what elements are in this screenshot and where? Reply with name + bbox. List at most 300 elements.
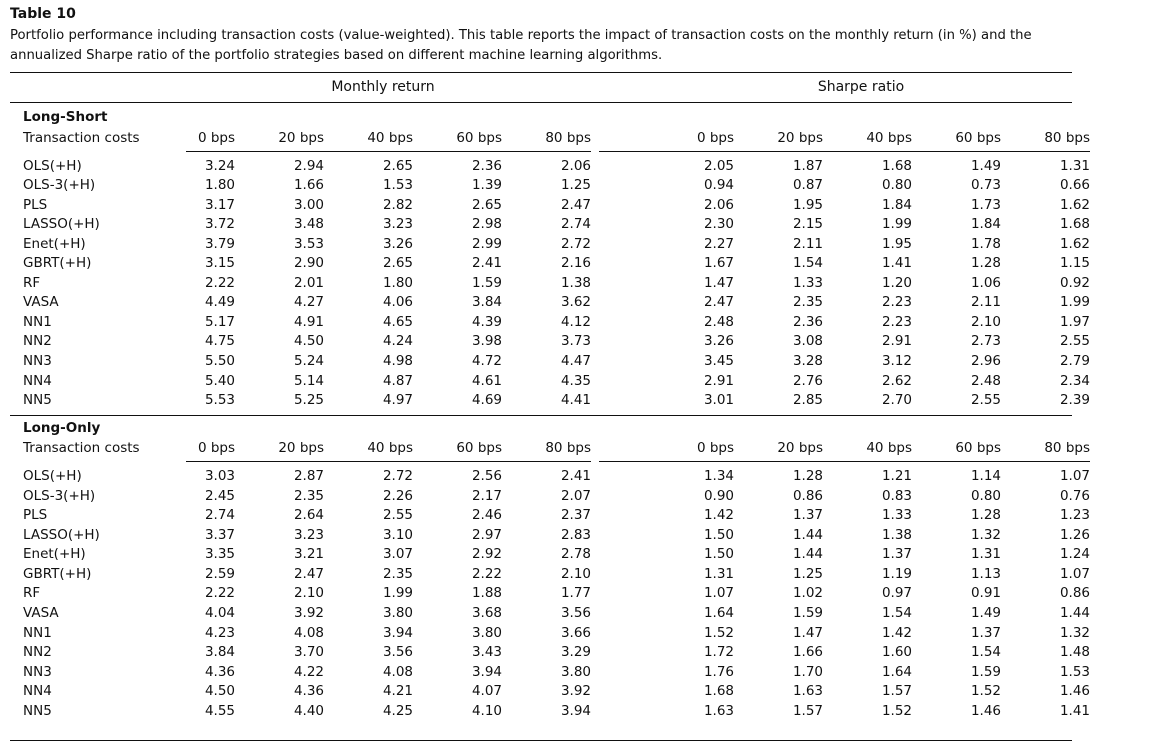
- table-caption: Portfolio performance including transaction costs (value-weighted). This table reports the impact of transaction costs on the monthly return (in %) and the annualized Sharpe ratio of the portfolio strategies based on different machine learning algorithms.: [10, 28, 1032, 63]
- sharpe-ratio-cell: 1.24: [1059, 546, 1090, 563]
- bottom-rule: [10, 740, 1072, 741]
- monthly-return-cell: 4.39: [471, 313, 502, 330]
- monthly-return-cell: 4.97: [382, 392, 413, 409]
- sharpe-ratio-cell: 2.05: [703, 157, 734, 174]
- sharpe-ratio-cell: 0.66: [1059, 177, 1090, 194]
- section-title: Long-Only: [23, 419, 101, 436]
- sharpe-ratio-cell: 1.02: [792, 585, 823, 602]
- sharpe-ratio-cell: 1.95: [881, 235, 912, 252]
- column-header-underline: [186, 461, 591, 462]
- monthly-return-cell: 2.78: [560, 546, 591, 563]
- table-row: [10, 663, 1172, 683]
- sharpe-ratio-cell: 1.06: [970, 274, 1001, 291]
- monthly-return-cell: 2.65: [382, 157, 413, 174]
- monthly-return-cell: 2.59: [204, 565, 235, 582]
- monthly-return-cell: 5.24: [293, 353, 324, 370]
- sharpe-ratio-cell: 1.07: [1059, 468, 1090, 485]
- monthly-return-cell: 2.22: [204, 274, 235, 291]
- table-row: [10, 506, 1172, 526]
- sharpe-ratio-cell: 2.11: [792, 235, 823, 252]
- monthly-return-cell: 2.56: [471, 468, 502, 485]
- sharpe-ratio-cell: 2.47: [703, 294, 734, 311]
- monthly-return-cell: 3.21: [293, 546, 324, 563]
- column-header-sharpe: 60 bps: [955, 440, 1001, 457]
- monthly-return-cell: 2.97: [471, 526, 502, 543]
- sharpe-ratio-cell: 2.15: [792, 216, 823, 233]
- table-row: [10, 196, 1172, 216]
- sharpe-ratio-cell: 1.33: [792, 274, 823, 291]
- sharpe-ratio-cell: 1.28: [970, 255, 1001, 272]
- table-row: [10, 624, 1172, 644]
- monthly-return-cell: 3.84: [204, 644, 235, 661]
- monthly-return-cell: 2.10: [293, 585, 324, 602]
- monthly-return-cell: 4.50: [293, 333, 324, 350]
- monthly-return-cell: 4.23: [204, 624, 235, 641]
- column-header-monthly: 40 bps: [367, 440, 413, 457]
- row-label: PLS: [23, 507, 48, 524]
- monthly-return-cell: 1.38: [560, 274, 591, 291]
- column-header-monthly: 0 bps: [197, 440, 235, 457]
- monthly-return-cell: 1.59: [471, 274, 502, 291]
- sharpe-ratio-cell: 1.42: [881, 624, 912, 641]
- table-row: [10, 643, 1172, 663]
- monthly-return-cell: 2.22: [204, 585, 235, 602]
- sharpe-ratio-cell: 1.48: [1059, 644, 1090, 661]
- table-row: [10, 702, 1172, 722]
- table-row: [10, 274, 1172, 294]
- monthly-return-cell: 2.65: [471, 196, 502, 213]
- monthly-return-cell: 3.23: [382, 216, 413, 233]
- monthly-return-cell: 3.56: [560, 605, 591, 622]
- section-divider-rule: [10, 415, 1072, 416]
- sharpe-ratio-cell: 1.31: [1059, 157, 1090, 174]
- sharpe-ratio-cell: 1.14: [970, 468, 1001, 485]
- monthly-return-cell: 2.41: [560, 468, 591, 485]
- monthly-return-cell: 2.98: [471, 216, 502, 233]
- monthly-return-cell: 2.41: [471, 255, 502, 272]
- row-label: GBRT(+H): [23, 255, 92, 272]
- sharpe-ratio-cell: 1.37: [970, 624, 1001, 641]
- sharpe-ratio-cell: 1.13: [970, 565, 1001, 582]
- monthly-return-cell: 1.25: [560, 177, 591, 194]
- monthly-return-cell: 2.74: [204, 507, 235, 524]
- sharpe-ratio-cell: 1.54: [881, 605, 912, 622]
- column-header-monthly: 40 bps: [367, 129, 413, 146]
- table-row: [10, 293, 1172, 313]
- column-header-row: [10, 438, 1172, 459]
- sharpe-ratio-cell: 1.52: [703, 624, 734, 641]
- monthly-return-cell: 4.35: [560, 372, 591, 389]
- monthly-return-cell: 4.27: [293, 294, 324, 311]
- monthly-return-cell: 2.07: [560, 487, 591, 504]
- sharpe-ratio-cell: 1.59: [792, 605, 823, 622]
- row-label: NN3: [23, 663, 52, 680]
- sharpe-ratio-cell: 3.26: [703, 333, 734, 350]
- column-header-underline: [186, 151, 591, 152]
- monthly-return-cell: 3.92: [293, 605, 324, 622]
- sharpe-ratio-cell: 1.62: [1059, 196, 1090, 213]
- sharpe-ratio-cell: 1.32: [970, 526, 1001, 543]
- monthly-return-cell: 4.40: [293, 702, 324, 719]
- monthly-return-cell: 4.91: [293, 313, 324, 330]
- sharpe-ratio-cell: 1.57: [881, 683, 912, 700]
- row-label: RF: [23, 585, 41, 602]
- monthly-return-cell: 3.07: [382, 546, 413, 563]
- monthly-return-cell: 1.88: [471, 585, 502, 602]
- monthly-return-cell: 4.07: [471, 683, 502, 700]
- row-label: Enet(+H): [23, 546, 86, 563]
- monthly-return-cell: 3.23: [293, 526, 324, 543]
- sharpe-ratio-cell: 1.31: [970, 546, 1001, 563]
- monthly-return-cell: 2.17: [471, 487, 502, 504]
- monthly-return-cell: 3.72: [204, 216, 235, 233]
- row-label: Enet(+H): [23, 235, 86, 252]
- sharpe-ratio-cell: 2.23: [881, 313, 912, 330]
- column-header-sharpe: 80 bps: [1044, 129, 1090, 146]
- monthly-return-cell: 2.22: [471, 565, 502, 582]
- row-label: OLS(+H): [23, 468, 82, 485]
- monthly-return-cell: 2.74: [560, 216, 591, 233]
- column-header-monthly: 60 bps: [456, 440, 502, 457]
- sharpe-ratio-cell: 1.47: [703, 274, 734, 291]
- sharpe-ratio-cell: 0.86: [792, 487, 823, 504]
- row-label: PLS: [23, 196, 48, 213]
- monthly-return-cell: 2.55: [382, 507, 413, 524]
- monthly-return-cell: 3.80: [382, 605, 413, 622]
- column-header-sharpe: 80 bps: [1044, 440, 1090, 457]
- sharpe-ratio-cell: 2.91: [881, 333, 912, 350]
- monthly-return-cell: 4.06: [382, 294, 413, 311]
- monthly-return-cell: 3.15: [204, 255, 235, 272]
- sharpe-ratio-cell: 1.23: [1059, 507, 1090, 524]
- table-row: [10, 565, 1172, 585]
- monthly-return-cell: 3.48: [293, 216, 324, 233]
- monthly-return-cell: 4.65: [382, 313, 413, 330]
- table-row: [10, 215, 1172, 235]
- sharpe-ratio-cell: 0.76: [1059, 487, 1090, 504]
- monthly-return-cell: 5.25: [293, 392, 324, 409]
- row-label: NN5: [23, 702, 52, 719]
- sharpe-ratio-cell: 2.35: [792, 294, 823, 311]
- sharpe-ratio-cell: 1.68: [881, 157, 912, 174]
- monthly-return-cell: 2.90: [293, 255, 324, 272]
- monthly-return-cell: 4.21: [382, 683, 413, 700]
- sharpe-ratio-cell: 1.37: [881, 546, 912, 563]
- sharpe-ratio-cell: 1.66: [792, 644, 823, 661]
- monthly-return-cell: 4.25: [382, 702, 413, 719]
- monthly-return-cell: 4.08: [382, 663, 413, 680]
- sharpe-ratio-cell: 1.07: [703, 585, 734, 602]
- sharpe-ratio-cell: 2.23: [881, 294, 912, 311]
- sharpe-ratio-cell: 1.26: [1059, 526, 1090, 543]
- monthly-return-cell: 3.94: [471, 663, 502, 680]
- sharpe-ratio-cell: 1.19: [881, 565, 912, 582]
- sharpe-ratio-cell: 2.76: [792, 372, 823, 389]
- group-header-monthly-return: Monthly return: [331, 79, 435, 95]
- row-label: NN2: [23, 644, 52, 661]
- column-header-underline: [599, 461, 1090, 462]
- section-title-row: [10, 108, 1172, 128]
- monthly-return-cell: 3.43: [471, 644, 502, 661]
- row-label: NN1: [23, 624, 52, 641]
- table-row: [10, 372, 1172, 392]
- column-header-monthly: 0 bps: [197, 129, 235, 146]
- sharpe-ratio-cell: 3.28: [792, 353, 823, 370]
- sharpe-ratio-cell: 1.60: [881, 644, 912, 661]
- sharpe-ratio-cell: 1.99: [881, 216, 912, 233]
- monthly-return-cell: 3.17: [204, 196, 235, 213]
- monthly-return-cell: 3.68: [471, 605, 502, 622]
- monthly-return-cell: 4.22: [293, 663, 324, 680]
- row-label: NN1: [23, 313, 52, 330]
- sharpe-ratio-cell: 3.12: [881, 353, 912, 370]
- transaction-costs-label: Transaction costs: [23, 129, 140, 146]
- row-label: OLS-3(+H): [23, 487, 96, 504]
- sharpe-ratio-cell: 1.20: [881, 274, 912, 291]
- table-row: [10, 332, 1172, 352]
- monthly-return-cell: 1.77: [560, 585, 591, 602]
- sharpe-ratio-cell: 1.41: [881, 255, 912, 272]
- sharpe-ratio-cell: 2.62: [881, 372, 912, 389]
- monthly-return-cell: 2.83: [560, 526, 591, 543]
- sharpe-ratio-cell: 1.47: [792, 624, 823, 641]
- column-header-sharpe: 20 bps: [777, 129, 823, 146]
- sharpe-ratio-cell: 1.97: [1059, 313, 1090, 330]
- column-header-sharpe: 0 bps: [696, 129, 734, 146]
- sharpe-ratio-cell: 0.97: [881, 585, 912, 602]
- sharpe-ratio-cell: 1.64: [881, 663, 912, 680]
- monthly-return-cell: 5.50: [204, 353, 235, 370]
- monthly-return-cell: 2.72: [560, 235, 591, 252]
- sharpe-ratio-cell: 1.44: [792, 546, 823, 563]
- sharpe-ratio-cell: 1.63: [792, 683, 823, 700]
- monthly-return-cell: 5.53: [204, 392, 235, 409]
- monthly-return-cell: 1.39: [471, 177, 502, 194]
- monthly-return-cell: 4.04: [204, 605, 235, 622]
- sharpe-ratio-cell: 1.37: [792, 507, 823, 524]
- sharpe-ratio-cell: 1.70: [792, 663, 823, 680]
- row-label: RF: [23, 274, 41, 291]
- sharpe-ratio-cell: 1.95: [792, 196, 823, 213]
- table-row: [10, 526, 1172, 546]
- monthly-return-cell: 2.35: [382, 565, 413, 582]
- sharpe-ratio-cell: 1.21: [881, 468, 912, 485]
- monthly-return-cell: 2.47: [560, 196, 591, 213]
- table-row: [10, 604, 1172, 624]
- table-row: [10, 391, 1172, 411]
- monthly-return-cell: 2.72: [382, 468, 413, 485]
- sharpe-ratio-cell: 1.63: [703, 702, 734, 719]
- column-header-sharpe: 40 bps: [866, 129, 912, 146]
- column-header-sharpe: 0 bps: [696, 440, 734, 457]
- monthly-return-cell: 3.92: [560, 683, 591, 700]
- monthly-return-cell: 2.16: [560, 255, 591, 272]
- group-header-rule: [10, 102, 1072, 103]
- monthly-return-cell: 3.10: [382, 526, 413, 543]
- monthly-return-cell: 2.01: [293, 274, 324, 291]
- sharpe-ratio-cell: 2.55: [1059, 333, 1090, 350]
- row-label: NN4: [23, 683, 52, 700]
- column-header-row: [10, 128, 1172, 149]
- section-title-row: [10, 419, 1172, 439]
- sharpe-ratio-cell: 0.90: [703, 487, 734, 504]
- sharpe-ratio-cell: 1.99: [1059, 294, 1090, 311]
- monthly-return-cell: 2.47: [293, 565, 324, 582]
- monthly-return-cell: 5.14: [293, 372, 324, 389]
- sharpe-ratio-cell: 0.87: [792, 177, 823, 194]
- monthly-return-cell: 3.80: [560, 663, 591, 680]
- row-label: NN5: [23, 392, 52, 409]
- monthly-return-cell: 2.65: [382, 255, 413, 272]
- sharpe-ratio-cell: 0.80: [970, 487, 1001, 504]
- monthly-return-cell: 4.49: [204, 294, 235, 311]
- monthly-return-cell: 2.37: [560, 507, 591, 524]
- monthly-return-cell: 2.10: [560, 565, 591, 582]
- sharpe-ratio-cell: 1.41: [1059, 702, 1090, 719]
- monthly-return-cell: 4.75: [204, 333, 235, 350]
- row-label: NN3: [23, 353, 52, 370]
- monthly-return-cell: 3.66: [560, 624, 591, 641]
- monthly-return-cell: 4.12: [560, 313, 591, 330]
- table-row: [10, 235, 1172, 255]
- column-header-monthly: 80 bps: [545, 129, 591, 146]
- monthly-return-cell: 4.69: [471, 392, 502, 409]
- sharpe-ratio-cell: 1.54: [970, 644, 1001, 661]
- sharpe-ratio-cell: 0.80: [881, 177, 912, 194]
- sharpe-ratio-cell: 1.64: [703, 605, 734, 622]
- table-row: [10, 487, 1172, 507]
- sharpe-ratio-cell: 1.31: [703, 565, 734, 582]
- monthly-return-cell: 4.98: [382, 353, 413, 370]
- sharpe-ratio-cell: 1.46: [970, 702, 1001, 719]
- sharpe-ratio-cell: 1.38: [881, 526, 912, 543]
- sharpe-ratio-cell: 1.73: [970, 196, 1001, 213]
- sharpe-ratio-cell: 0.73: [970, 177, 1001, 194]
- monthly-return-cell: 2.35: [293, 487, 324, 504]
- monthly-return-cell: 4.87: [382, 372, 413, 389]
- table-row: [10, 584, 1172, 604]
- sharpe-ratio-cell: 2.79: [1059, 353, 1090, 370]
- sharpe-ratio-cell: 2.10: [970, 313, 1001, 330]
- column-header-monthly: 80 bps: [545, 440, 591, 457]
- monthly-return-cell: 4.50: [204, 683, 235, 700]
- sharpe-ratio-cell: 0.92: [1059, 274, 1090, 291]
- monthly-return-cell: 4.41: [560, 392, 591, 409]
- monthly-return-cell: 2.45: [204, 487, 235, 504]
- sharpe-ratio-cell: 1.57: [792, 702, 823, 719]
- monthly-return-cell: 3.94: [560, 702, 591, 719]
- sharpe-ratio-cell: 2.91: [703, 372, 734, 389]
- monthly-return-cell: 3.26: [382, 235, 413, 252]
- monthly-return-cell: 2.92: [471, 546, 502, 563]
- row-label: NN2: [23, 333, 52, 350]
- column-header-monthly: 20 bps: [278, 440, 324, 457]
- monthly-return-cell: 4.10: [471, 702, 502, 719]
- sharpe-ratio-cell: 2.30: [703, 216, 734, 233]
- sharpe-ratio-cell: 2.96: [970, 353, 1001, 370]
- sharpe-ratio-cell: 1.53: [1059, 663, 1090, 680]
- monthly-return-cell: 5.40: [204, 372, 235, 389]
- monthly-return-cell: 3.80: [471, 624, 502, 641]
- monthly-return-cell: 4.08: [293, 624, 324, 641]
- monthly-return-cell: 3.79: [204, 235, 235, 252]
- sharpe-ratio-cell: 1.52: [970, 683, 1001, 700]
- monthly-return-cell: 5.17: [204, 313, 235, 330]
- monthly-return-cell: 1.80: [382, 274, 413, 291]
- monthly-return-cell: 4.61: [471, 372, 502, 389]
- sharpe-ratio-cell: 2.36: [792, 313, 823, 330]
- row-label: NN4: [23, 372, 52, 389]
- sharpe-ratio-cell: 1.67: [703, 255, 734, 272]
- monthly-return-cell: 4.36: [293, 683, 324, 700]
- table-row: [10, 157, 1172, 177]
- monthly-return-cell: 2.46: [471, 507, 502, 524]
- sharpe-ratio-cell: 1.49: [970, 157, 1001, 174]
- sharpe-ratio-cell: 1.76: [703, 663, 734, 680]
- sharpe-ratio-cell: 1.68: [1059, 216, 1090, 233]
- monthly-return-cell: 2.87: [293, 468, 324, 485]
- sharpe-ratio-cell: 1.87: [792, 157, 823, 174]
- top-rule: [10, 72, 1072, 73]
- sharpe-ratio-cell: 1.84: [970, 216, 1001, 233]
- monthly-return-cell: 3.29: [560, 644, 591, 661]
- table-row: [10, 545, 1172, 565]
- sharpe-ratio-cell: 1.33: [881, 507, 912, 524]
- monthly-return-cell: 3.03: [204, 468, 235, 485]
- monthly-return-cell: 2.06: [560, 157, 591, 174]
- sharpe-ratio-cell: 2.11: [970, 294, 1001, 311]
- sharpe-ratio-cell: 2.70: [881, 392, 912, 409]
- monthly-return-cell: 3.56: [382, 644, 413, 661]
- sharpe-ratio-cell: 1.49: [970, 605, 1001, 622]
- monthly-return-cell: 3.62: [560, 294, 591, 311]
- sharpe-ratio-cell: 1.50: [703, 546, 734, 563]
- monthly-return-cell: 2.94: [293, 157, 324, 174]
- monthly-return-cell: 4.72: [471, 353, 502, 370]
- column-header-underline: [599, 151, 1090, 152]
- sharpe-ratio-cell: 0.94: [703, 177, 734, 194]
- monthly-return-cell: 2.36: [471, 157, 502, 174]
- monthly-return-cell: 2.99: [471, 235, 502, 252]
- monthly-return-cell: 1.53: [382, 177, 413, 194]
- monthly-return-cell: 4.36: [204, 663, 235, 680]
- column-header-monthly: 20 bps: [278, 129, 324, 146]
- row-label: OLS(+H): [23, 157, 82, 174]
- table-row: [10, 352, 1172, 372]
- sharpe-ratio-cell: 1.54: [792, 255, 823, 272]
- monthly-return-cell: 1.99: [382, 585, 413, 602]
- monthly-return-cell: 3.24: [204, 157, 235, 174]
- row-label: LASSO(+H): [23, 216, 100, 233]
- sharpe-ratio-cell: 0.86: [1059, 585, 1090, 602]
- sharpe-ratio-cell: 1.68: [703, 683, 734, 700]
- table-row: [10, 313, 1172, 333]
- sharpe-ratio-cell: 3.45: [703, 353, 734, 370]
- sharpe-ratio-cell: 2.48: [703, 313, 734, 330]
- row-label: LASSO(+H): [23, 526, 100, 543]
- table-row: [10, 176, 1172, 196]
- sharpe-ratio-cell: 1.42: [703, 507, 734, 524]
- sharpe-ratio-cell: 1.44: [1059, 605, 1090, 622]
- sharpe-ratio-cell: 3.08: [792, 333, 823, 350]
- sharpe-ratio-cell: 1.44: [792, 526, 823, 543]
- table-row: [10, 467, 1172, 487]
- sharpe-ratio-cell: 1.07: [1059, 565, 1090, 582]
- sharpe-ratio-cell: 2.48: [970, 372, 1001, 389]
- row-label: OLS-3(+H): [23, 177, 96, 194]
- sharpe-ratio-cell: 2.73: [970, 333, 1001, 350]
- monthly-return-cell: 1.66: [293, 177, 324, 194]
